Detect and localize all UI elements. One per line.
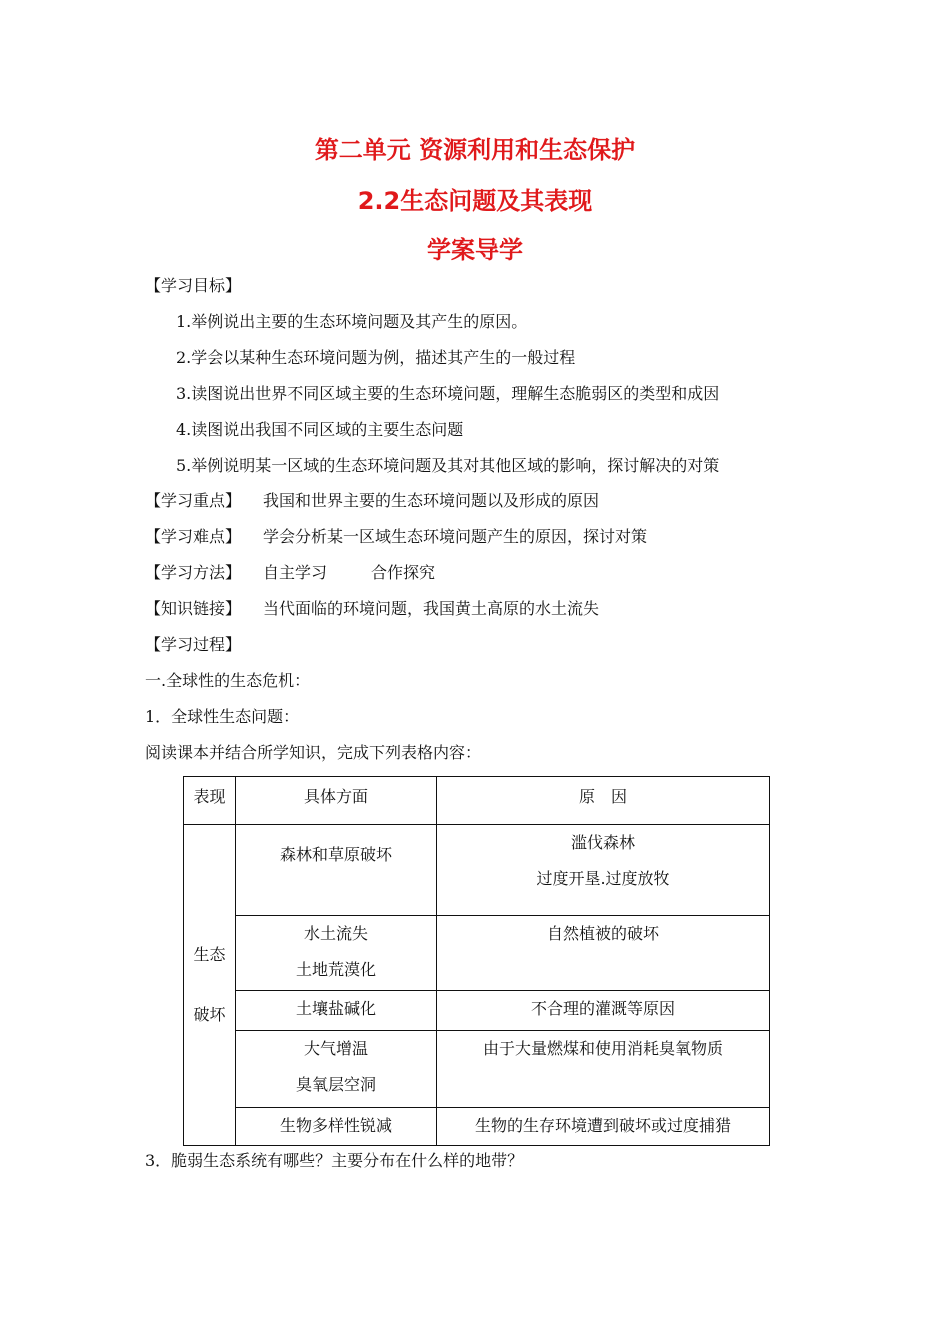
difficulty-text: 学会分析某一区域生态环境问题产生的原因，探讨对策 (263, 527, 648, 546)
cause-cell: 滥伐森林 过度开垦.过度放牧 (437, 825, 770, 916)
objective-item: 3.读图说出世界不同区域主要的生态环境问题，理解生态脆弱区的类型和成因 (176, 384, 720, 403)
question-3: 3．脆弱生态系统有哪些？主要分布在什么样的地带？ (145, 1151, 524, 1170)
aspect-cell: 森林和草原破坏 (236, 825, 437, 916)
table-row (184, 825, 770, 916)
cause-cell: 由于大量燃煤和使用消耗臭氧物质 (437, 1031, 770, 1108)
cause-cell: 生物的生存环境遭到破坏或过度捕猎 (437, 1108, 770, 1146)
table-row (184, 991, 770, 1031)
method-text-1: 自主学习 (263, 563, 328, 582)
header-cell: 原 因 (437, 777, 770, 825)
link-text: 当代面临的环境问题，我国黄土高原的水土流失 (263, 599, 600, 618)
table-header-row (184, 777, 770, 825)
table-row (184, 1031, 770, 1108)
key-point-text: 我国和世界主要的生态环境问题以及形成的原因 (263, 491, 600, 510)
link-tag: 【知识链接】 (145, 599, 242, 618)
unit-title: 第二单元 资源利用和生态保护 (314, 136, 636, 164)
subsection-heading: 1．全球性生态问题： (145, 707, 300, 726)
method (145, 562, 435, 584)
category-cell: 生态 破坏 (184, 825, 236, 1146)
key-point-tag: 【学习重点】 (145, 491, 242, 510)
method-text-2: 合作探究 (371, 563, 436, 582)
objective-item: 2.学会以某种生态环境问题为例，描述其产生的一般过程 (176, 348, 576, 367)
method-tag: 【学习方法】 (145, 563, 242, 582)
aspect-cell: 大气增温 臭氧层空洞 (236, 1031, 437, 1108)
aspect-cell: 生物多样性锐减 (236, 1108, 437, 1146)
cause-cell: 不合理的灌溉等原因 (437, 991, 770, 1031)
objectives-heading: 【学习目标】 (145, 276, 242, 295)
guide-title: 学案导学 (427, 236, 523, 264)
process-heading: 【学习过程】 (145, 635, 242, 654)
aspect-cell: 水土流失 土地荒漠化 (236, 916, 437, 991)
table-row (184, 916, 770, 991)
objective-item: 1.举例说出主要的生态环境问题及其产生的原因。 (176, 312, 528, 331)
aspect-cell: 土壤盐碱化 (236, 991, 437, 1031)
instruction-text: 阅读课本并结合所学知识，完成下列表格内容： (145, 743, 482, 762)
section-heading: 一.全球性的生态危机： (145, 671, 311, 690)
cause-cell: 自然植被的破坏 (437, 916, 770, 991)
difficulty (145, 526, 647, 548)
key-point (145, 490, 599, 512)
ecology-table (183, 776, 770, 1146)
lesson-title: 2.2生态问题及其表现 (357, 187, 593, 215)
objective-item: 4.读图说出我国不同区域的主要生态问题 (176, 420, 464, 439)
table-row (184, 1108, 770, 1146)
knowledge-link (145, 598, 599, 620)
header-cell: 表现 (184, 777, 236, 825)
objective-item: 5.举例说明某一区域的生态环境问题及其对其他区域的影响，探讨解决的对策 (176, 456, 720, 475)
header-cell: 具体方面 (236, 777, 437, 825)
difficulty-tag: 【学习难点】 (145, 527, 242, 546)
